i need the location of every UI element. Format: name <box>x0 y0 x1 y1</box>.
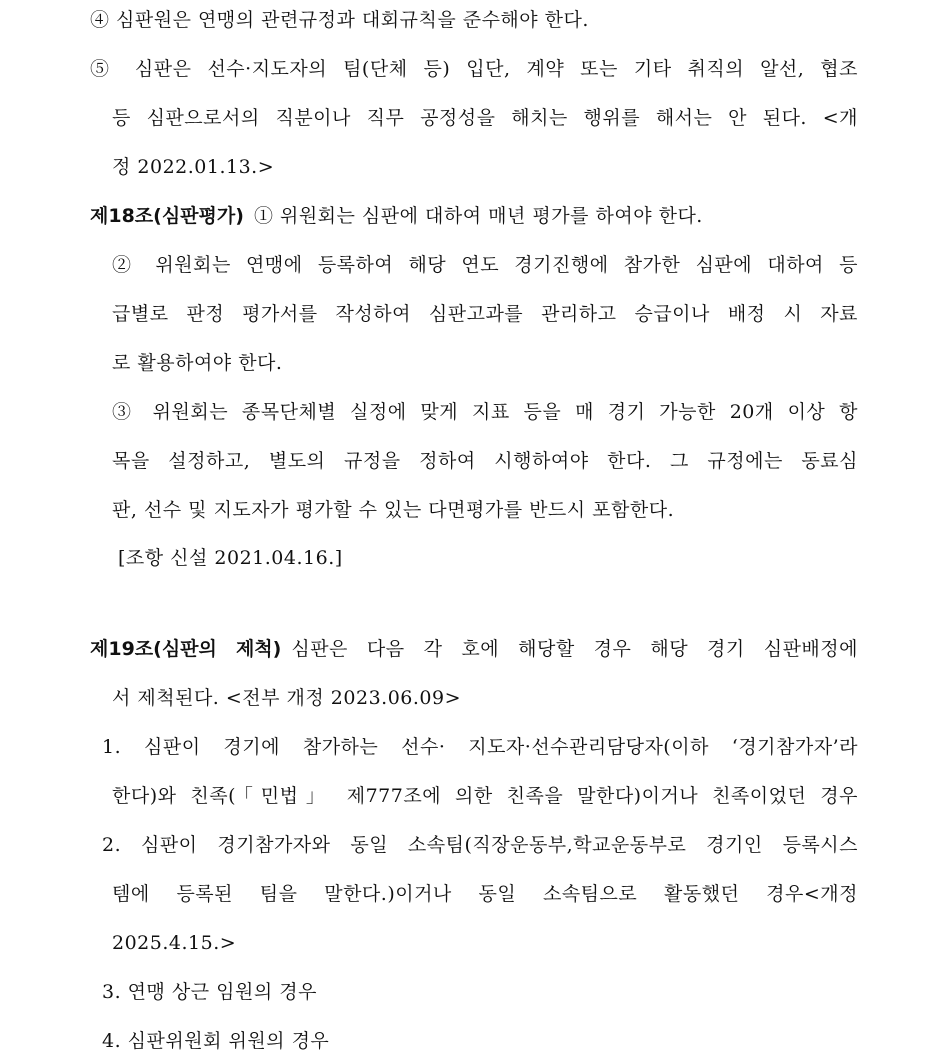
article-19-intro-line-2: 서 제척된다. <전부 개정 2023.06.09> <box>112 687 462 709</box>
item-5-line-1: ⑤ 심판은 선수·지도자의 팀(단체 등) 입단, 계약 또는 기타 취직의 알선, 협조 <box>90 58 858 80</box>
article-19-item-1-line-2: 한다)와 친족(「민법」 제777조에 의한 친족을 말한다)이거나 친족이었던 경우 <box>112 785 858 807</box>
item-4-line: ④ 심판원은 연맹의 관련규정과 대회규칙을 준수해야 한다. <box>90 9 589 31</box>
article-19-first-line <box>90 637 858 661</box>
article-19-item-1-line-1: 1. 심판이 경기에 참가하는 선수· 지도자·선수관리담당자(이하 ‘경기참가자’라 <box>102 736 858 758</box>
article-19-item-3: 3. 연맹 상근 임원의 경우 <box>102 981 317 1003</box>
article-19-intro: 심판은 다음 각 호에 해당할 경우 해당 경기 심판배정에 <box>291 638 858 660</box>
article-18-clause-3-line-2: 목을 설정하고, 별도의 규정을 정하여 시행하여야 한다. 그 규정에는 동료심 <box>112 450 858 472</box>
article-18-clause-2-line-1: ② 위원회는 연맹에 등록하여 해당 연도 경기진행에 참가한 심판에 대하여 등 <box>112 254 858 276</box>
article-19-title: 제19조(심판의 제척) <box>90 638 282 660</box>
article-18-first-line <box>90 204 703 228</box>
item-5-line-3: 정 2022.01.13.> <box>112 156 275 178</box>
article-19-item-4: 4. 심판위원회 위원의 경우 <box>102 1030 330 1052</box>
article-19-item-2-line-1: 2. 심판이 경기참가자와 동일 소속팀(직장운동부,학교운동부로 경기인 등록시스 <box>102 834 858 856</box>
article-18-title: 제18조(심판평가) <box>90 205 244 227</box>
article-18-clause-2-line-3: 로 활용하여야 한다. <box>112 352 283 374</box>
article-18-note: [조항 신설 2021.04.16.] <box>118 547 343 569</box>
article-18-clause-3-line-3: 판, 선수 및 지도자가 평가할 수 있는 다면평가를 반드시 포함한다. <box>112 499 675 521</box>
article-19-item-2-line-2: 템에 등록된 팀을 말한다.)이거나 동일 소속팀으로 활동했던 경우<개정 <box>112 883 858 905</box>
article-18-clause-2-line-2: 급별로 판정 평가서를 작성하여 심판고과를 관리하고 승급이나 배정 시 자료 <box>112 303 858 325</box>
item-5-line-2: 등 심판으로서의 직분이나 직무 공정성을 해치는 행위를 해서는 안 된다. <개 <box>112 107 858 129</box>
article-19-item-2-line-3: 2025.4.15.> <box>112 932 237 954</box>
article-18-clause-3-line-1: ③ 위원회는 종목단체별 실정에 맞게 지표 등을 매 경기 가능한 20개 이상 항 <box>112 401 858 423</box>
article-18-clause-1: ① 위원회는 심판에 대하여 매년 평가를 하여야 한다. <box>253 205 703 227</box>
